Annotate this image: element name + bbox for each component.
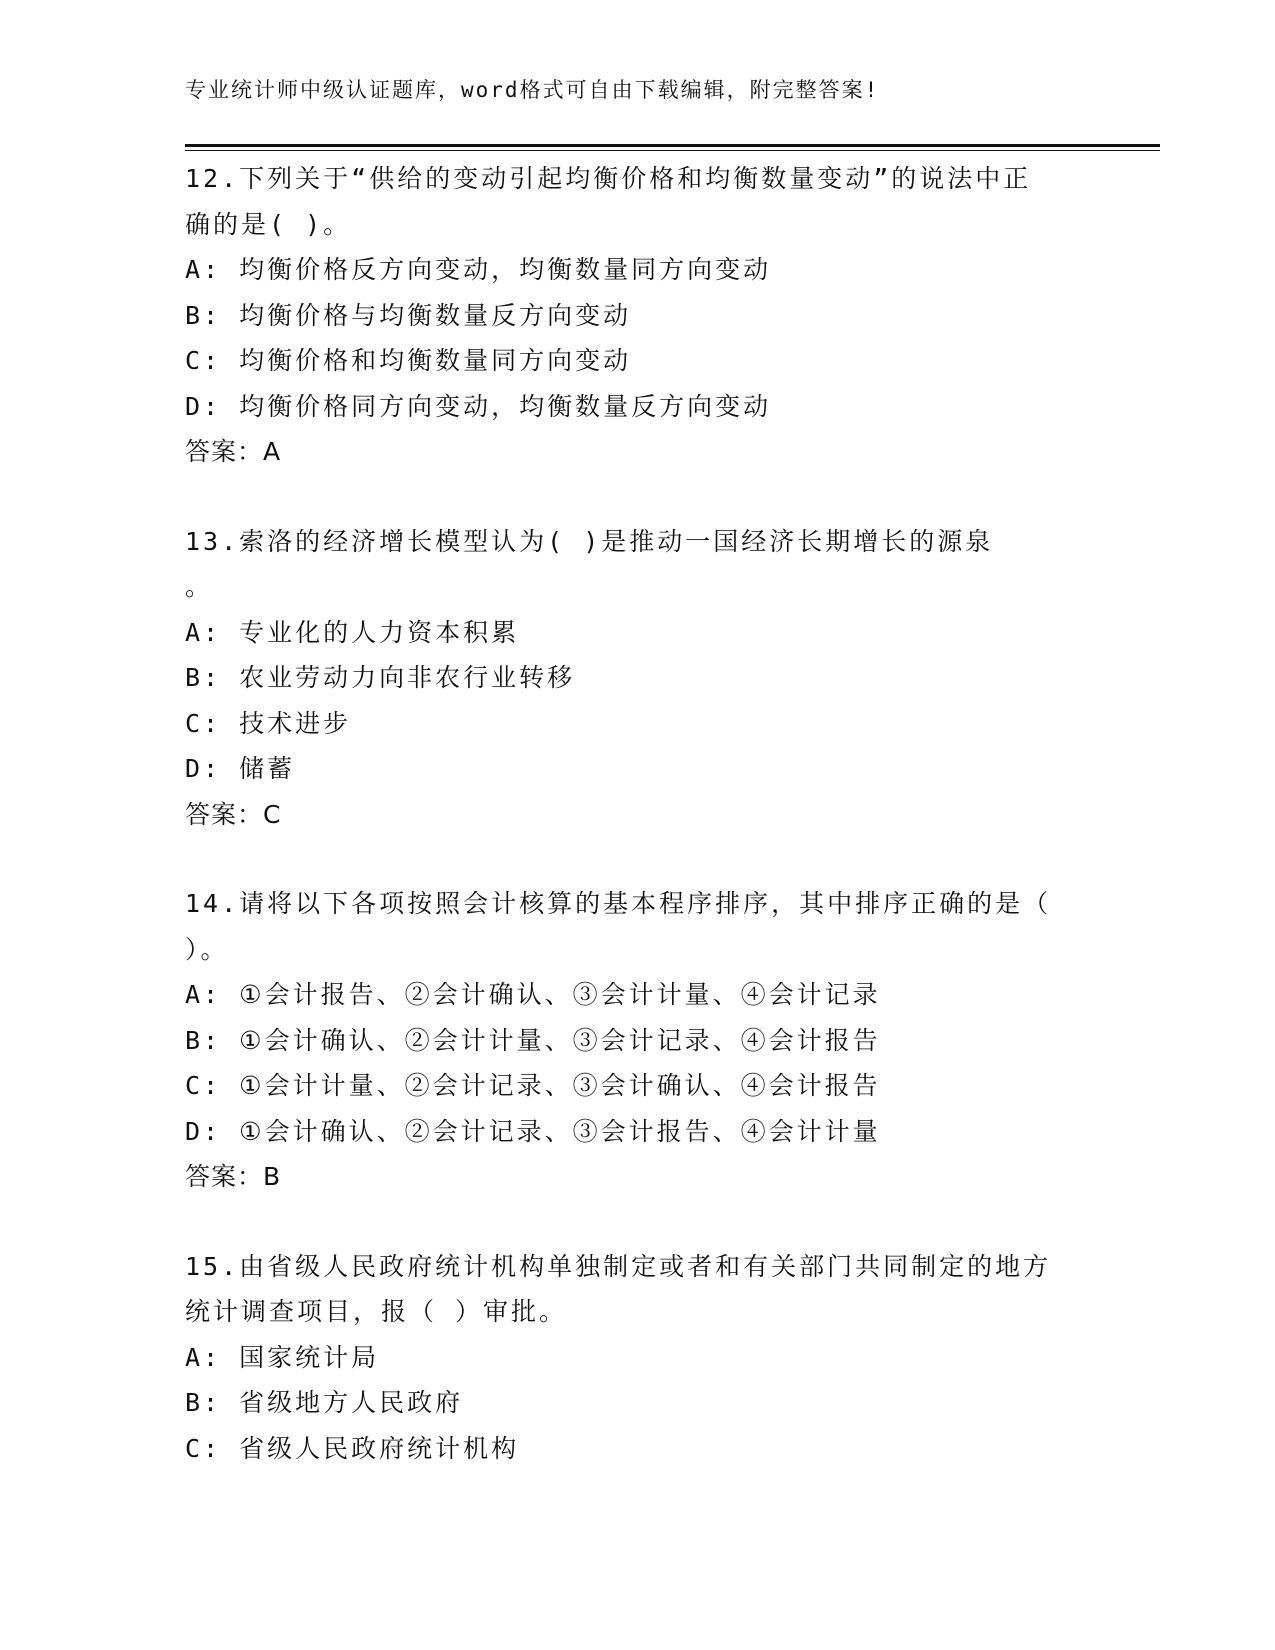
- header-rule-thick: [185, 144, 1160, 147]
- option-c: C: 均衡价格和均衡数量同方向变动: [185, 346, 632, 375]
- option-a: A: 国家统计局: [185, 1342, 380, 1372]
- answer-value: B: [263, 1162, 282, 1191]
- question-stem-line: ）。: [185, 934, 229, 964]
- option-b: B: 农业劳动力向非农行业转移: [185, 663, 576, 692]
- option-b: B: 均衡价格与均衡数量反方向变动: [185, 300, 632, 330]
- header-rule-thin: [185, 150, 1160, 151]
- option-a: A: ①会计报告、②会计确认、③会计计量、④会计记录: [185, 980, 881, 1009]
- question-14: [185, 881, 1085, 1200]
- option-c: C: 技术进步: [185, 708, 352, 738]
- answer-line: [185, 429, 1085, 475]
- header-note: 专业统计师中级认证题库，word格式可自由下载编辑，附完整答案!: [185, 78, 880, 102]
- option-a: A: 均衡价格反方向变动，均衡数量同方向变动: [185, 255, 772, 284]
- question-list: [185, 156, 1085, 1515]
- option-d: D: 均衡价格同方向变动，均衡数量反方向变动: [185, 391, 772, 421]
- option-c: C: 省级人民政府统计机构: [185, 1433, 520, 1463]
- answer-label: 答案：: [185, 437, 264, 466]
- answer-line: [185, 792, 1085, 838]
- question-stem-line: 统计调查项目，报（ ）审批。: [185, 1297, 568, 1326]
- answer-line: [185, 1154, 1085, 1200]
- question-13: [185, 519, 1085, 838]
- question-stem-line: 确的是( )。: [185, 209, 352, 239]
- answer-label: 答案：: [185, 1162, 264, 1191]
- option-a: A: 专业化的人力资本积累: [185, 617, 520, 647]
- answer-value: A: [263, 437, 282, 466]
- question-stem-line: 13.索洛的经济增长模型认为( )是推动一国经济长期增长的源泉: [185, 526, 994, 556]
- question-stem-line: 。: [185, 572, 214, 601]
- question-stem-line: 15.由省级人民政府统计机构单独制定或者和有关部门共同制定的地方: [185, 1251, 1052, 1281]
- question-15: [185, 1244, 1085, 1472]
- option-c: C: ①会计计量、②会计记录、③会计确认、④会计报告: [185, 1071, 881, 1100]
- answer-value: C: [263, 799, 282, 829]
- option-d: D: 储蓄: [185, 754, 296, 783]
- option-d: D: ①会计确认、②会计记录、③会计报告、④会计计量: [185, 1116, 881, 1146]
- question-stem-line: 12.下列关于“供给的变动引起均衡价格和均衡数量变动”的说法中正: [185, 164, 1032, 193]
- answer-label: 答案：: [185, 799, 264, 829]
- question-stem-line: 14.请将以下各项按照会计核算的基本程序排序，其中排序正确的是（: [185, 889, 1052, 918]
- option-b: B: ①会计确认、②会计计量、③会计记录、④会计报告: [185, 1025, 881, 1055]
- option-b: B: 省级地方人民政府: [185, 1388, 464, 1417]
- question-12: [185, 156, 1085, 475]
